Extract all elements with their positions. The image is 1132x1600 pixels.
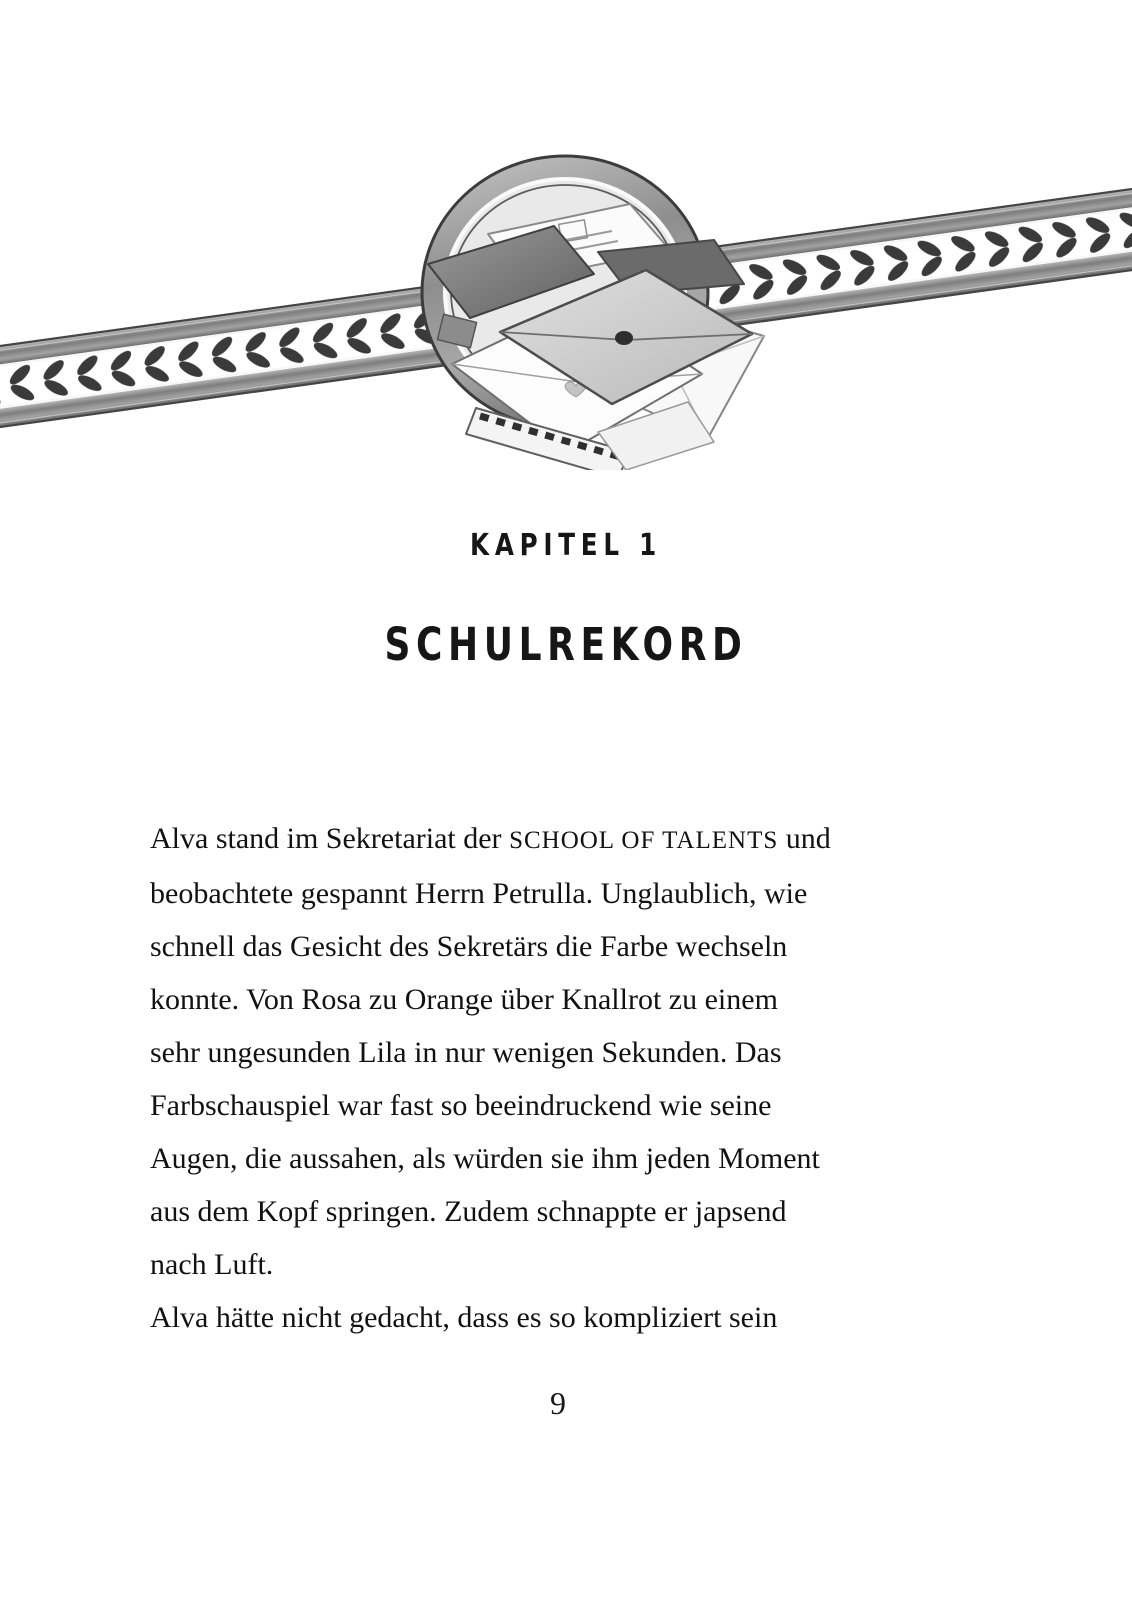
body-line: aus dem Kopf springen. Zudem schnappte er japsend xyxy=(150,1195,787,1228)
body-line: sehr ungesunden Lila in nur wenigen Sekunden. Das xyxy=(150,1036,782,1069)
body-line xyxy=(150,812,950,867)
body-line: schnell das Gesicht des Sekretärs die Farbe wechseln xyxy=(150,930,788,963)
body-line: beobachtete gespannt Herrn Petrulla. Unglaublich, wie xyxy=(150,877,808,910)
body-line: konnte. Von Rosa zu Orange über Knallrot zu einem xyxy=(150,983,778,1016)
body-line: Farbschauspiel war fast so beeindruckend wie seine xyxy=(150,1089,772,1122)
school-of-talents-smallcaps: SCHOOL OF TALENTS xyxy=(509,827,779,854)
body-line: nach Luft. xyxy=(150,1248,274,1281)
page-number: 9 xyxy=(550,1385,566,1421)
wax-seal xyxy=(615,331,633,345)
body-text xyxy=(150,812,950,1344)
letters-medallion xyxy=(422,156,764,470)
body-line: Alva hätte nicht gedacht, dass es so kompliziert sein xyxy=(150,1301,778,1334)
chapter-title: SCHULREKORD xyxy=(384,618,748,671)
chapter-kicker: KAPITEL 1 xyxy=(470,528,662,563)
body-line-segment: und xyxy=(778,822,831,855)
body-line-segment: Alva stand im Sekretariat der xyxy=(150,822,510,855)
laurel-ribbon-illustration xyxy=(0,0,1132,470)
body-line: Augen, die aussahen, als würden sie ihm jeden Moment xyxy=(150,1142,820,1175)
